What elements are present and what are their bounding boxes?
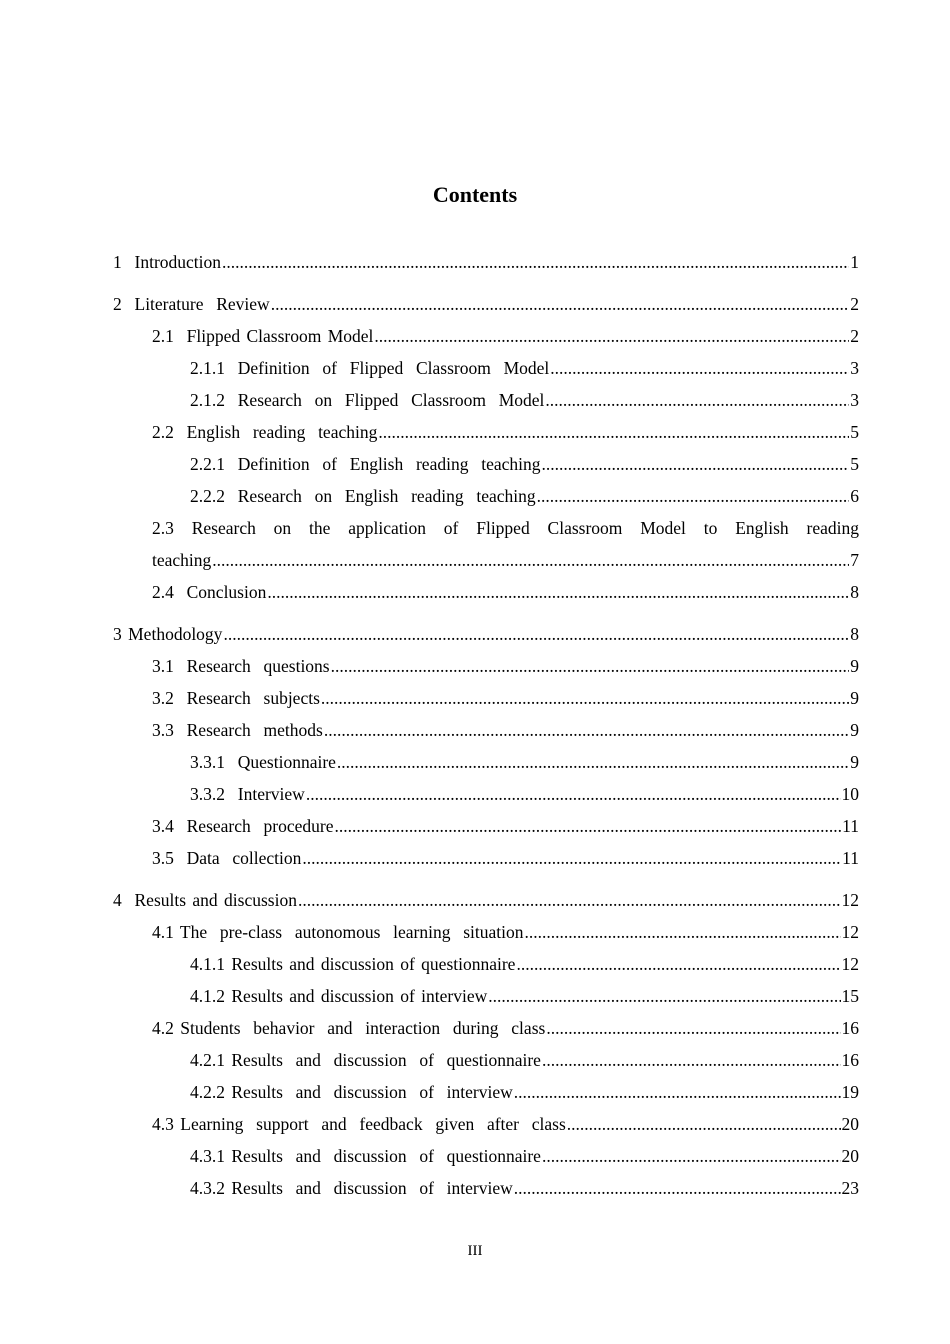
toc-page-number: 9 — [850, 688, 859, 708]
toc-page-number: 9 — [850, 720, 859, 740]
toc-leader-dots — [514, 1076, 841, 1108]
toc-leader-dots — [516, 948, 840, 980]
toc-entry-2-1-1[interactable] — [190, 352, 859, 384]
toc-entry-4-2-1[interactable] — [190, 1044, 859, 1076]
toc-entry-label: 1 Introduction — [113, 252, 222, 272]
toc-entry-label: 4.1.2 Results and discussion of interview — [190, 986, 488, 1006]
toc-leader-dots — [321, 682, 849, 714]
toc-page-number: 8 — [850, 624, 859, 644]
toc-leader-dots — [331, 650, 850, 682]
toc-page-number: 11 — [842, 816, 859, 836]
toc-entry-label: 4.2.2 Results and discussion of interview — [190, 1082, 513, 1102]
toc-leader-dots — [222, 246, 849, 278]
toc-leader-dots — [324, 714, 849, 746]
toc-page-number: 9 — [850, 656, 859, 676]
toc-entry-label: 3.5 Data collection — [152, 848, 302, 868]
toc-page-number: 20 — [841, 1114, 859, 1134]
toc-entry-3-2[interactable] — [152, 682, 859, 714]
toc-page-number: 16 — [841, 1050, 859, 1070]
toc-entry-label: 2.1 Flipped Classroom Model — [152, 326, 374, 346]
toc-page-number: 2 — [850, 326, 859, 346]
toc-entry-label: 3.2 Research subjects — [152, 688, 320, 708]
toc-leader-dots — [550, 352, 849, 384]
toc-page-number: 2 — [850, 294, 859, 314]
toc-page-number: 15 — [841, 986, 859, 1006]
toc-entry-label: 3.3 Research methods — [152, 720, 323, 740]
table-of-contents — [0, 246, 950, 1204]
toc-entry-4-1-2[interactable] — [190, 980, 859, 1012]
toc-leader-dots — [488, 980, 840, 1012]
toc-entry-label: 4.2.1 Results and discussion of questionnaire — [190, 1050, 541, 1070]
toc-leader-dots — [223, 618, 849, 650]
toc-entry-3-3-2[interactable] — [190, 778, 859, 810]
toc-page-number: 6 — [850, 486, 859, 506]
toc-entry-4-3-1[interactable] — [190, 1140, 859, 1172]
toc-leader-dots — [514, 1172, 841, 1204]
toc-leader-dots — [302, 842, 841, 874]
toc-leader-dots — [537, 480, 850, 512]
toc-entry-3-1[interactable] — [152, 650, 859, 682]
toc-entry-2-4[interactable] — [152, 576, 859, 608]
toc-page-number: 12 — [841, 954, 859, 974]
toc-leader-dots — [212, 544, 849, 576]
toc-entry-literature-review[interactable] — [113, 288, 859, 320]
toc-entry-label: 2.1.2 Research on Flipped Classroom Model — [190, 390, 545, 410]
toc-entry-label: 4.1 The pre-class autonomous learning situation — [152, 922, 524, 942]
toc-leader-dots — [271, 288, 850, 320]
toc-entry-2-2[interactable] — [152, 416, 859, 448]
toc-page-number: 3 — [850, 358, 859, 378]
toc-page-number: 19 — [841, 1082, 859, 1102]
toc-entry-2-2-2[interactable] — [190, 480, 859, 512]
toc-leader-dots — [567, 1108, 841, 1140]
toc-entry-label: 3.3.2 Interview — [190, 784, 305, 804]
toc-entry-3-3[interactable] — [152, 714, 859, 746]
toc-entry-2-2-1[interactable] — [190, 448, 859, 480]
toc-page-number: 9 — [850, 752, 859, 772]
toc-entry-3-5[interactable] — [152, 842, 859, 874]
toc-leader-dots — [298, 884, 841, 916]
toc-entry-label: 2.2 English reading teaching — [152, 422, 378, 442]
toc-page-number: 5 — [850, 454, 859, 474]
toc-leader-dots — [546, 1012, 840, 1044]
toc-entry-4-2[interactable] — [152, 1012, 859, 1044]
toc-entry-label: 2.2.2 Research on English reading teaching — [190, 486, 536, 506]
toc-page-number: 10 — [841, 784, 859, 804]
toc-entry-label: 3 Methodology — [113, 624, 223, 644]
toc-entry-label: 4.1.1 Results and discussion of questionnaire — [190, 954, 516, 974]
toc-entry-label: 3.3.1 Questionnaire — [190, 752, 336, 772]
toc-page-number: 8 — [850, 582, 859, 602]
toc-entry-label: teaching — [152, 550, 212, 570]
toc-page-number: 5 — [850, 422, 859, 442]
toc-leader-dots — [545, 384, 849, 416]
toc-entry-2-1-2[interactable] — [190, 384, 859, 416]
toc-page-number: 16 — [841, 1018, 859, 1038]
toc-page-number: 11 — [842, 848, 859, 868]
toc-leader-dots — [337, 746, 849, 778]
toc-entry-results-discussion[interactable] — [113, 884, 859, 916]
toc-entry-label: 4 Results and discussion — [113, 890, 297, 910]
toc-page-number: 3 — [850, 390, 859, 410]
toc-page-number: 7 — [850, 550, 859, 570]
toc-entry-label: 4.2 Students behavior and interaction during class — [152, 1018, 546, 1038]
toc-entry-label: 2.1.1 Definition of Flipped Classroom Model — [190, 358, 550, 378]
toc-leader-dots — [542, 1044, 841, 1076]
page-number: III — [467, 1243, 483, 1259]
toc-leader-dots — [378, 416, 849, 448]
toc-entry-methodology[interactable] — [113, 618, 859, 650]
toc-entry-2-3-line2[interactable] — [152, 544, 859, 576]
toc-page-number: 20 — [841, 1146, 859, 1166]
toc-page-number: 1 — [850, 252, 859, 272]
toc-page-number: 12 — [841, 922, 859, 942]
toc-leader-dots — [542, 1140, 841, 1172]
toc-entry-2-3-line1[interactable]: 2.3 Research on the application of Flipped Classroom Model to English reading — [152, 518, 859, 538]
toc-entry-3-4[interactable] — [152, 810, 859, 842]
toc-entry-label: 4.3.1 Results and discussion of questionnaire — [190, 1146, 541, 1166]
toc-leader-dots — [267, 576, 849, 608]
toc-entry-4-3[interactable] — [152, 1108, 859, 1140]
page-title: Contents — [432, 182, 518, 207]
toc-entry-label: 3.1 Research questions — [152, 656, 330, 676]
toc-page-number: 12 — [841, 890, 859, 910]
toc-entry-4-1[interactable] — [152, 916, 859, 948]
toc-entry-introduction[interactable] — [113, 246, 859, 278]
toc-entry-label: 4.3.2 Results and discussion of interview — [190, 1178, 513, 1198]
toc-entry-4-3-2[interactable] — [190, 1172, 859, 1204]
toc-entry-label: 3.4 Research procedure — [152, 816, 334, 836]
toc-page-number: 23 — [841, 1178, 859, 1198]
toc-leader-dots — [306, 778, 841, 810]
toc-entry-label: 4.3 Learning support and feedback given after class — [152, 1114, 566, 1134]
toc-entry-label: 2.4 Conclusion — [152, 582, 267, 602]
toc-leader-dots — [525, 916, 841, 948]
toc-entry-label: 2.2.1 Definition of English reading teaching — [190, 454, 541, 474]
toc-leader-dots — [334, 810, 841, 842]
toc-entry-2-1[interactable] — [152, 320, 859, 352]
toc-entry-3-3-1[interactable] — [190, 746, 859, 778]
toc-entry-4-1-1[interactable] — [190, 948, 859, 980]
toc-leader-dots — [541, 448, 849, 480]
toc-entry-4-2-2[interactable] — [190, 1076, 859, 1108]
toc-entry-label: 2 Literature Review — [113, 294, 270, 314]
toc-leader-dots — [374, 320, 849, 352]
